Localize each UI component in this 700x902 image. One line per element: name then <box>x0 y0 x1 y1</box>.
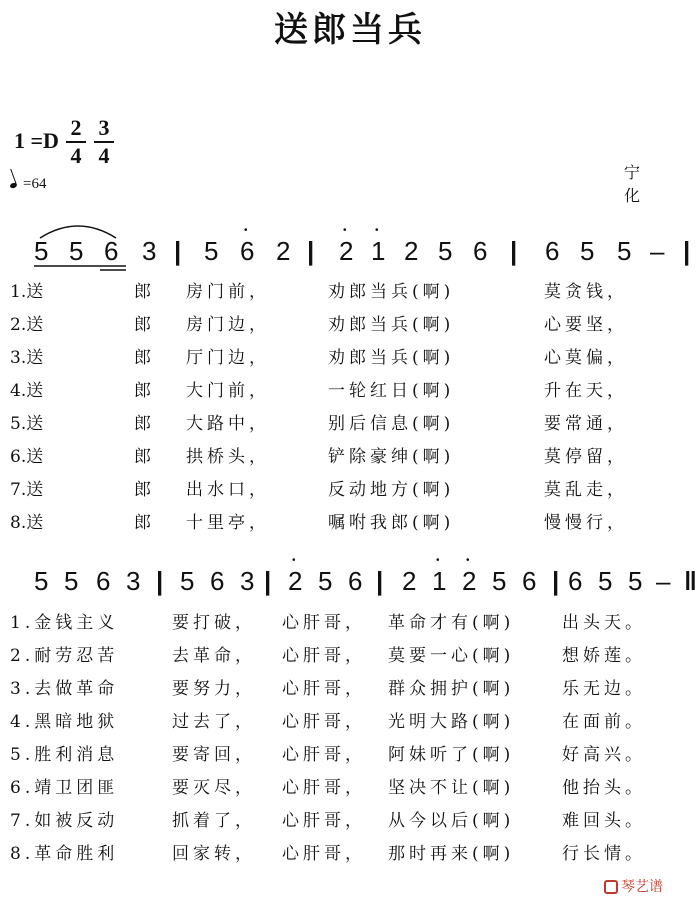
lyric-segment: 心肝哥， <box>282 646 366 666</box>
lyric-segment: 2.送 <box>10 315 44 335</box>
time-numerator: 3 <box>98 115 110 140</box>
lyric-segment: 莫停留， <box>544 447 628 467</box>
octave-dot: • <box>343 225 347 236</box>
note: – <box>656 566 671 596</box>
lyric-segment: 过去了， <box>172 712 256 732</box>
note: 6 <box>522 566 537 596</box>
lyric-segment: 大路中， <box>186 414 270 434</box>
note: 5 <box>628 566 643 596</box>
note: 3 <box>240 566 255 596</box>
note: 5 <box>69 236 84 266</box>
note: 2 <box>339 236 354 266</box>
note: 6 <box>104 236 119 266</box>
note: – <box>650 236 665 266</box>
lyric-segment: 郎 <box>134 315 155 335</box>
note: 5 <box>492 566 507 596</box>
page-title: 送郎当兵 <box>274 10 426 50</box>
note: 3 <box>142 236 157 266</box>
lyric-segment: 嘱咐我郎(啊) <box>328 513 455 533</box>
lyric-segment: 劝郎当兵(啊) <box>328 348 455 368</box>
note: 6 <box>96 566 111 596</box>
octave-dot: • <box>466 555 470 566</box>
watermark <box>604 876 663 896</box>
lyric-segment: 厅门边， <box>186 348 270 368</box>
lyric-segment: 郎 <box>134 414 155 434</box>
lyric-segment: 从今以后(啊) <box>388 811 515 831</box>
barline: | <box>264 566 272 596</box>
lyric-segment: 难回头。 <box>562 811 646 831</box>
note: 6 <box>240 236 255 266</box>
lyric-segment: 好高兴。 <box>562 745 646 765</box>
lyric-segment: 阿妹听了(啊) <box>388 745 515 765</box>
lyric-segment: 心肝哥， <box>282 844 366 864</box>
note: 5 <box>34 236 49 266</box>
lyric-segment: 要灭尽， <box>172 778 256 798</box>
lyric-segment: 4.送 <box>10 381 44 401</box>
lyric-segment: 大门前， <box>186 381 270 401</box>
lyric-segment: 莫要一心(啊) <box>388 646 515 666</box>
note: 3 <box>126 566 141 596</box>
note: 2 <box>288 566 303 596</box>
note: 5 <box>598 566 613 596</box>
barline: | <box>156 566 164 596</box>
time-denominator: 4 <box>70 142 82 168</box>
lyric-segment: 房门前， <box>186 282 270 302</box>
note: 1 <box>432 566 447 596</box>
lyric-segment: 心肝哥， <box>282 778 366 798</box>
lyric-segment: 心肝哥， <box>282 613 366 633</box>
lyric-segment: 反动地方(啊) <box>328 480 455 500</box>
note: 5 <box>64 566 79 596</box>
lyric-segment: 6.靖卫团匪 <box>10 778 119 798</box>
time-denominator: 4 <box>98 142 110 168</box>
composer-credit: 宁 化 <box>624 163 657 205</box>
note: 5 <box>34 566 49 596</box>
watermark-text: 琴艺谱 <box>621 879 663 895</box>
lyric-segment: 他抬头。 <box>562 778 646 798</box>
lyric-segment: 出水口， <box>186 480 270 500</box>
lyric-segment: 劝郎当兵(啊) <box>328 282 455 302</box>
lyric-segment: 要寄回， <box>172 745 256 765</box>
lyric-segment: 革命才有(啊) <box>388 613 515 633</box>
lyric-segment: 心肝哥， <box>282 712 366 732</box>
barline: ‖ <box>684 566 697 596</box>
note: 6 <box>473 236 488 266</box>
barline: | <box>683 236 691 266</box>
note: 5 <box>180 566 195 596</box>
lyric-segment: 劝郎当兵(啊) <box>328 315 455 335</box>
note: 6 <box>545 236 560 266</box>
lyric-segment: 郎 <box>134 480 155 500</box>
lyric-segment: 心肝哥， <box>282 679 366 699</box>
lyric-segment: 5.送 <box>10 414 44 434</box>
lyric-segment: 要打破， <box>172 613 256 633</box>
lyric-segment: 心肝哥， <box>282 811 366 831</box>
note: 5 <box>617 236 632 266</box>
note: 6 <box>348 566 363 596</box>
lyric-segment: 要常通， <box>544 414 628 434</box>
lyric-segment: 1.送 <box>10 282 44 302</box>
note: 5 <box>204 236 219 266</box>
barline: | <box>307 236 315 266</box>
lyric-segment: 5.胜利消息 <box>10 745 119 765</box>
note: 6 <box>568 566 583 596</box>
note: 2 <box>404 236 419 266</box>
note: 2 <box>402 566 417 596</box>
lyric-segment: 行长情。 <box>562 844 646 864</box>
logo-icon <box>604 880 618 894</box>
note: 5 <box>438 236 453 266</box>
lyric-segment: 出头天。 <box>562 613 646 633</box>
barline: | <box>552 566 560 596</box>
lyric-segment: 2.耐劳忍苦 <box>10 646 119 666</box>
lyric-segment: 铲除豪绅(啊) <box>328 447 455 467</box>
octave-dot: • <box>375 225 379 236</box>
octave-dot: • <box>244 225 248 236</box>
lyric-segment: 要努力， <box>172 679 256 699</box>
lyric-segment: 升在天， <box>544 381 628 401</box>
lyric-segment: 别后信息(啊) <box>328 414 455 434</box>
lyric-segment: 抓着了， <box>172 811 256 831</box>
lyric-segment: 回家转， <box>172 844 256 864</box>
key-signature: 1 =D <box>14 128 59 153</box>
lyric-segment: 心莫偏， <box>544 348 628 368</box>
octave-dot: • <box>436 555 440 566</box>
lyric-segment: 3.送 <box>10 348 44 368</box>
lyric-segment: 郎 <box>134 348 155 368</box>
lyric-segment: 房门边， <box>186 315 270 335</box>
lyric-segment: 莫乱走， <box>544 480 628 500</box>
tempo-value: =64 <box>23 176 47 192</box>
lyric-segment: 十里亭， <box>186 513 270 533</box>
lyric-segment: 心要坚， <box>544 315 628 335</box>
lyric-segment: 拱桥头， <box>186 447 270 467</box>
lyric-segment: 群众拥护(啊) <box>388 679 515 699</box>
lyric-segment: 去革命， <box>172 646 256 666</box>
lyric-segment: 郎 <box>134 381 155 401</box>
note: 5 <box>580 236 595 266</box>
lyric-segment: 一轮红日(啊) <box>328 381 455 401</box>
lyric-segment: 7.如被反动 <box>10 811 119 831</box>
lyric-segment: 莫贪钱， <box>544 282 628 302</box>
lyric-segment: 那时再来(啊) <box>388 844 515 864</box>
lyric-segment: 8.革命胜利 <box>10 844 119 864</box>
octave-dot: • <box>292 555 296 566</box>
note: 2 <box>462 566 477 596</box>
lyric-segment: 坚决不让(啊) <box>388 778 515 798</box>
lyric-segment: 6.送 <box>10 447 44 467</box>
note: 2 <box>276 236 291 266</box>
barline: | <box>510 236 518 266</box>
note: 5 <box>318 566 333 596</box>
lyric-segment: 4.黑暗地狱 <box>10 712 119 732</box>
lyric-segment: 3.去做革命 <box>10 679 119 699</box>
lyric-segment: 乐无边。 <box>562 679 646 699</box>
note: 6 <box>210 566 225 596</box>
lyric-segment: 心肝哥， <box>282 745 366 765</box>
lyric-segment: 慢慢行， <box>544 513 628 533</box>
lyric-segment: 8.送 <box>10 513 44 533</box>
barline: | <box>174 236 182 266</box>
barline: | <box>376 566 384 596</box>
note: 1 <box>371 236 386 266</box>
lyric-segment: 1.金钱主义 <box>10 613 119 633</box>
lyric-segment: 郎 <box>134 513 155 533</box>
lyric-segment: 郎 <box>134 282 155 302</box>
lyric-segment: 想娇莲。 <box>562 646 646 666</box>
lyric-segment: 7.送 <box>10 480 44 500</box>
lyric-segment: 在面前。 <box>562 712 646 732</box>
lyric-segment: 郎 <box>134 447 155 467</box>
lyric-segment: 光明大路(啊) <box>388 712 515 732</box>
time-numerator: 2 <box>70 115 82 140</box>
